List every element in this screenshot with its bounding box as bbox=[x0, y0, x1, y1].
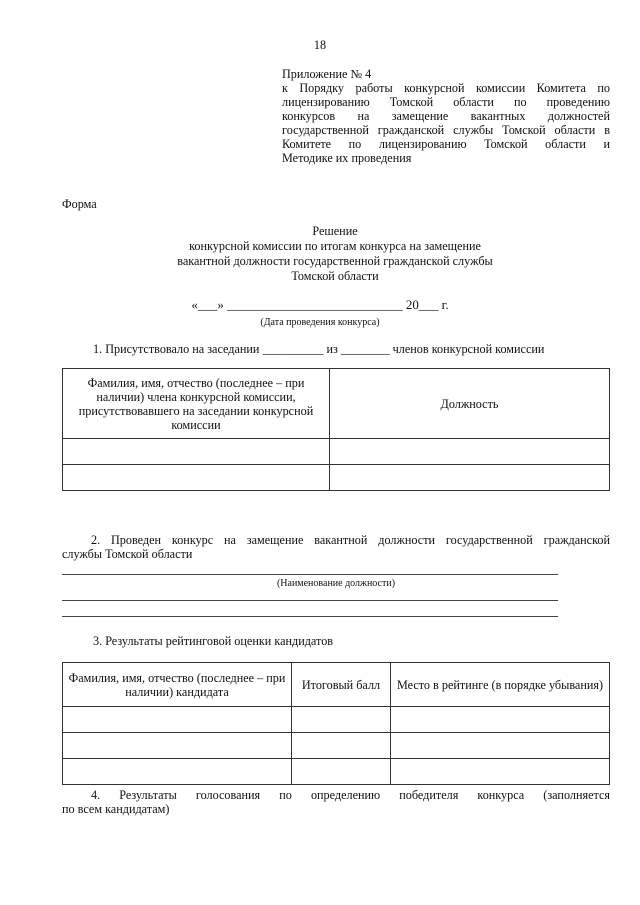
table-row bbox=[63, 465, 610, 491]
table-cell[interactable] bbox=[63, 759, 292, 785]
appendix-line: государственной гражданской службы Томской области в bbox=[282, 123, 610, 137]
table-row bbox=[63, 439, 610, 465]
table-cell[interactable] bbox=[330, 439, 610, 465]
table-row bbox=[63, 733, 610, 759]
decision-line: конкурсной комиссии по итогам конкурса на замещение bbox=[189, 239, 481, 253]
rating-name-header: Фамилия, имя, отчество (последнее – при наличии) кандидата bbox=[63, 663, 292, 707]
table-cell[interactable] bbox=[292, 759, 391, 785]
decision-line: Томской области bbox=[291, 269, 379, 283]
rating-place-header: Место в рейтинге (в порядке убывания) bbox=[391, 663, 610, 707]
appendix-line: к Порядку работы конкурсной комиссии Комитета по bbox=[282, 81, 610, 95]
appendix-line: лицензированию Томской области по проведению bbox=[282, 95, 610, 109]
page-number: 18 bbox=[313, 38, 327, 52]
date-line: «___» ___________________________ 20___ г. bbox=[191, 297, 449, 312]
table-cell[interactable] bbox=[292, 733, 391, 759]
table-cell[interactable] bbox=[63, 707, 292, 733]
section-2-line: 2. Проведен конкурс на замещение вакантной должности государственной гражданской bbox=[91, 533, 610, 547]
appendix-title: Приложение № 4 bbox=[282, 67, 372, 81]
members-position-header: Должность bbox=[330, 369, 610, 439]
section-4-line: по всем кандидатам) bbox=[62, 802, 170, 816]
appendix-line: Комитете по лицензированию Томской области и bbox=[282, 137, 610, 151]
table-cell[interactable] bbox=[63, 439, 330, 465]
section-2-text bbox=[62, 533, 610, 561]
table-cell[interactable] bbox=[391, 733, 610, 759]
appendix-heading bbox=[282, 67, 610, 165]
form-label: Форма bbox=[62, 197, 97, 211]
members-name-header: Фамилия, имя, отчество (последнее – при наличии) члена конкурсной комиссии, присутствовавшего на заседании конкурсной комиссии bbox=[63, 369, 330, 439]
table-cell[interactable] bbox=[330, 465, 610, 491]
table-cell[interactable] bbox=[391, 759, 610, 785]
section-4-line: 4. Результаты голосования по определению победителя конкурса (заполняется bbox=[91, 788, 610, 802]
position-caption: (Наименование должности) bbox=[276, 578, 396, 589]
table-cell[interactable] bbox=[391, 707, 610, 733]
position-input-line[interactable] bbox=[62, 600, 558, 601]
rating-table bbox=[62, 662, 610, 785]
decision-title: Решение bbox=[312, 224, 358, 238]
members-table bbox=[62, 368, 610, 491]
table-row bbox=[63, 759, 610, 785]
rating-score-header: Итоговый балл bbox=[292, 663, 391, 707]
table-cell[interactable] bbox=[63, 733, 292, 759]
position-input-line[interactable] bbox=[62, 574, 558, 575]
table-cell[interactable] bbox=[63, 465, 330, 491]
date-caption: (Дата проведения конкурса) bbox=[260, 317, 380, 328]
table-header-row bbox=[63, 663, 610, 707]
section-3-text: 3. Результаты рейтинговой оценки кандидатов bbox=[93, 634, 334, 648]
decision-line: вакантной должности государственной гражданской службы bbox=[177, 254, 493, 268]
position-input-line[interactable] bbox=[62, 616, 558, 617]
section-1-text: 1. Присутствовало на заседании __________ из ________ членов конкурсной комиссии bbox=[93, 342, 545, 356]
table-header-row bbox=[63, 369, 610, 439]
table-row bbox=[63, 707, 610, 733]
appendix-line: Методике их проведения bbox=[282, 151, 412, 165]
decision-heading bbox=[60, 224, 610, 284]
section-2-line: службы Томской области bbox=[62, 547, 193, 561]
appendix-line: конкурсов на замещение вакантных должностей bbox=[282, 109, 610, 123]
section-4-text bbox=[62, 788, 610, 816]
table-cell[interactable] bbox=[292, 707, 391, 733]
